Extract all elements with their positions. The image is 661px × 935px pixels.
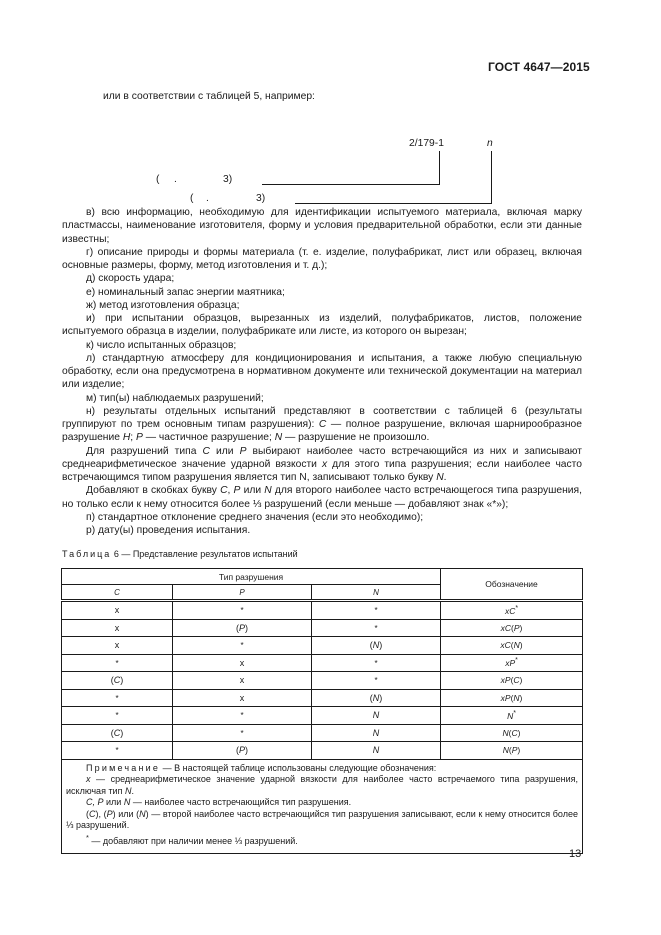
intro-text: или в соответствии с таблицей 5, например: — [103, 91, 315, 102]
leader-line-1-vertical — [439, 151, 440, 185]
label-1-dot: . — [174, 174, 177, 185]
paragraph-zh: ж) метод изготовления образца; — [86, 299, 240, 311]
cell-c: * — [62, 654, 173, 672]
designation-code: 2/179-1 — [409, 138, 444, 149]
cell-p: (P) — [173, 619, 312, 637]
cell-designation: xC(P) — [441, 619, 583, 637]
cell-p: (P) — [173, 742, 312, 760]
cell-n: * — [312, 601, 441, 620]
table-row — [62, 672, 583, 690]
cell-n: * — [312, 619, 441, 637]
table-caption — [62, 549, 298, 559]
leader-line-2-horizontal — [295, 203, 492, 204]
page-number: 13 — [569, 848, 582, 860]
cell-n: (N) — [312, 637, 441, 655]
cell-p: * — [173, 724, 312, 742]
table-row — [62, 637, 583, 655]
table-body — [62, 601, 583, 760]
document-header: ГОСТ 4647—2015 — [488, 60, 590, 74]
cell-n: N — [312, 707, 441, 725]
designation-suffix: n — [487, 138, 493, 149]
cell-p: * — [173, 601, 312, 620]
table-caption-text: — Представление результатов испытаний — [118, 549, 298, 559]
table-caption-number: 6 — [113, 549, 119, 559]
cell-c: x — [62, 601, 173, 620]
cell-designation: N(C) — [441, 724, 583, 742]
table-row — [62, 654, 583, 672]
leader-line-1-horizontal — [262, 184, 440, 185]
table-caption-word: Таблица — [62, 549, 112, 559]
table-row — [62, 724, 583, 742]
cell-c: * — [62, 689, 173, 707]
cell-c: (C) — [62, 724, 173, 742]
cell-c: * — [62, 742, 173, 760]
leader-line-2-vertical — [491, 151, 492, 204]
cell-designation: N(P) — [441, 742, 583, 760]
label-1-close: 3) — [223, 174, 233, 185]
paragraph-cp-rule: Для разрушений типа C или P выбирают наиболее часто встречающийся из них и записывают среднеарифметическое значение ударной вязкости x для этого типа разрушения; если наиболее часто встречающимся типом разрушения является тип N, записывают только букву N. — [62, 445, 583, 483]
paragraph-k: к) число испытанных образцов; — [86, 339, 237, 351]
paragraph-i: и) при испытании образцов, вырезанных из изделий, полуфабрикатов, листов, положение испытуемого образца в изделии, полуфабрикате или листе, из которого он вырезан; — [62, 313, 582, 338]
cell-n: N — [312, 742, 441, 760]
cell-p: x — [173, 654, 312, 672]
label-2-dot: . — [206, 193, 209, 204]
paragraph-d: д) скорость удара; — [86, 273, 175, 285]
table-header-row — [62, 569, 583, 585]
cell-designation: xP(N) — [441, 689, 583, 707]
label-2-close: 3) — [256, 193, 266, 204]
table-row — [62, 619, 583, 637]
header-designation: Обозначение — [441, 569, 583, 601]
cell-n: * — [312, 672, 441, 690]
cell-p: x — [173, 672, 312, 690]
table-row — [62, 742, 583, 760]
paragraph-r: р) дату(ы) проведения испытания. — [86, 525, 251, 536]
column-header-p: P — [173, 585, 312, 601]
paragraph-n: н) результаты отдельных испытаний представляют в соответствии с таблицей 6 (результаты группируют по трем основным типам разрушения): C — полное разрушение, включая шарнирообразное разрушение H; P — частичное разрушение; N — разрушение не произошло. — [62, 405, 582, 444]
cell-n: N — [312, 724, 441, 742]
group-header-fracture-type: Тип разрушения — [62, 569, 441, 585]
paragraph-p: п) стандартное отклонение среднего значения (если это необходимо); — [86, 511, 424, 523]
column-header-c: C — [62, 585, 173, 601]
table-row — [62, 601, 583, 620]
cell-designation: N* — [441, 707, 583, 725]
cell-c: x — [62, 637, 173, 655]
paragraph-e: е) номинальный запас энергии маятника; — [86, 286, 285, 298]
label-2-open: ( — [190, 193, 194, 204]
paragraph-add-rule: Добавляют в скобках букву C, P или N для второго наиболее часто встречающегося типа разрушения, но только если к нему относится более ⅓ разрушений (если меньше — добавляют знак «*»); — [62, 485, 582, 510]
body-text — [62, 206, 582, 537]
cell-c: x — [62, 619, 173, 637]
table-row — [62, 689, 583, 707]
note-label: Примечание — [86, 762, 161, 773]
cell-designation: xP(C) — [441, 672, 583, 690]
cell-designation: xC(N) — [441, 637, 583, 655]
column-header-n: N — [312, 585, 441, 601]
paragraph-l: л) стандартную атмосферу для кондиционирования и испытания, а также любую специальную обработку, если она предусмотрена в нормативном документе или технической документации на материал или изделие; — [62, 352, 582, 391]
cell-p: * — [173, 637, 312, 655]
paragraph-g: г) описание природы и формы материала (т. е. изделие, полуфабрикат, лист или образец, включая основные размеры, форму, метод изготовления и т. д.); — [62, 246, 582, 271]
cell-n: * — [312, 654, 441, 672]
paragraph-m: м) тип(ы) наблюдаемых разрушений; — [86, 392, 264, 404]
cell-c: * — [62, 707, 173, 725]
cell-c: (C) — [62, 672, 173, 690]
label-1-open: ( — [156, 174, 160, 185]
cell-designation: xC* — [441, 601, 583, 620]
cell-p: * — [173, 707, 312, 725]
cell-p: x — [173, 689, 312, 707]
table-note-row — [62, 759, 583, 853]
table-note: Примечание — В настоящей таблице использованы следующие обозначения: x — среднеарифметическое значение ударной вязкости для наиболее часто встречаемого типа разрушения, исключая тип N. C, P или N — наиболее часто встречающийся тип разрушения. (C), (P) или (N) — второй наиболее часто встречающийся тип разрушения записывают, если к нему относится более ⅓ разрушений. * — добавляют при наличии менее ⅓ разрушений. — [62, 759, 583, 853]
cell-designation: xP* — [441, 654, 583, 672]
table-row — [62, 707, 583, 725]
cell-n: (N) — [312, 689, 441, 707]
results-table — [61, 568, 583, 854]
paragraph-v: в) всю информацию, необходимую для идентификации испытуемого материала, включая марку пластмассы, наименование изготовителя, форму и условия предварительной обработки, если эти данные известны; — [62, 207, 582, 245]
